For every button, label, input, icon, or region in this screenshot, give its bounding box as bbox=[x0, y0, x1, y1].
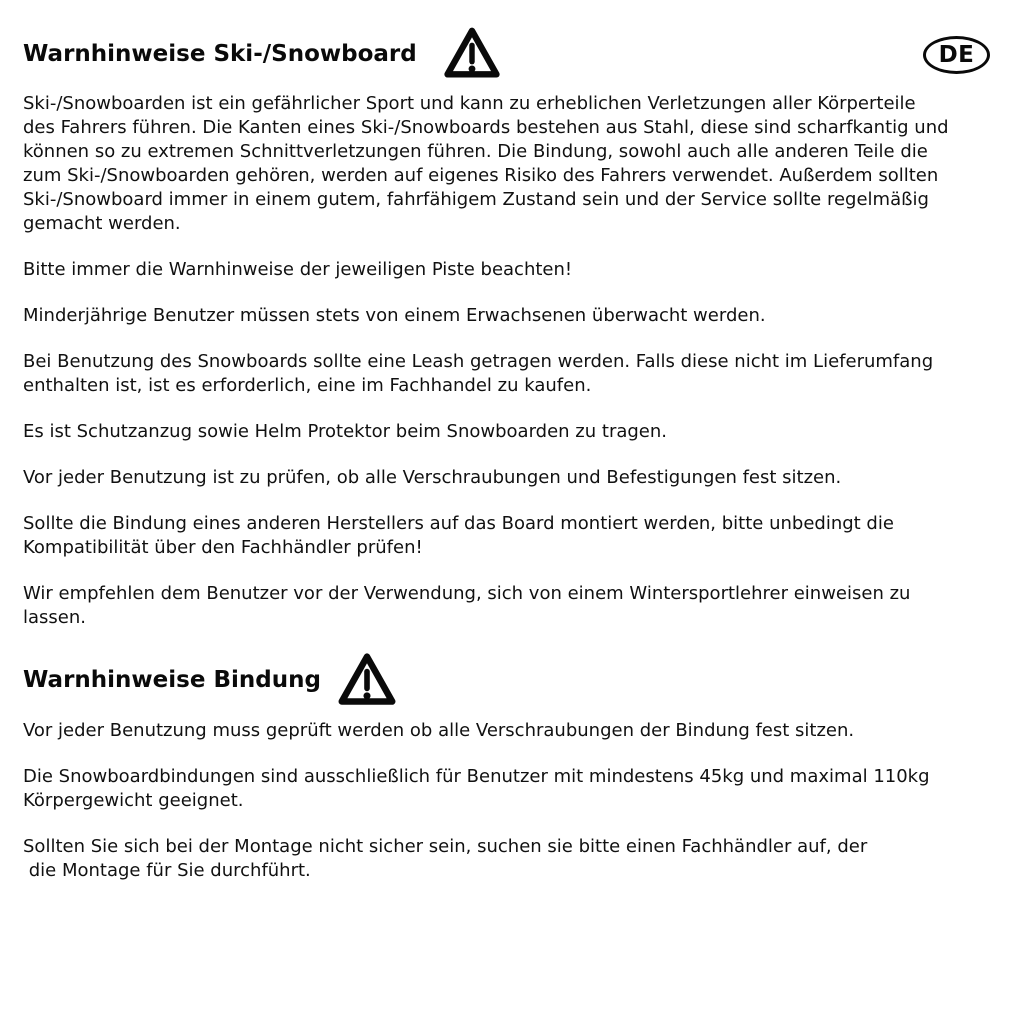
paragraph-line: können so zu extremen Schnittverletzungen führen. Die Bindung, sowohl auch alle anderen Teile die bbox=[23, 141, 928, 162]
paragraph-line: die Montage für Sie durchführt. bbox=[23, 860, 311, 881]
paragraph-line: Wir empfehlen dem Benutzer vor der Verwendung, sich von einem Wintersportlehrer einweisen zu bbox=[23, 583, 911, 604]
paragraph-line: gemacht werden. bbox=[23, 213, 181, 234]
paragraph bbox=[23, 420, 1004, 444]
paragraph-line: Die Snowboardbindungen sind ausschließlich für Benutzer mit mindestens 45kg und maximal 110kg bbox=[23, 766, 930, 787]
paragraph-line: des Fahrers führen. Die Kanten eines Ski-/Snowboards bestehen aus Stahl, diese sind scharfkantig und bbox=[23, 117, 949, 138]
paragraph-line: Es ist Schutzanzug sowie Helm Protektor beim Snowboarden zu tragen. bbox=[23, 421, 668, 442]
paragraph bbox=[23, 835, 1004, 883]
language-badge-label: DE bbox=[938, 42, 975, 68]
paragraph-line: enthalten ist, ist es erforderlich, eine im Fachhandel zu kaufen. bbox=[23, 375, 592, 396]
paragraph bbox=[23, 582, 1004, 630]
paragraph-line: Sollten Sie sich bei der Montage nicht sicher sein, suchen sie bitte einen Fachhändler auf, der bbox=[23, 836, 868, 857]
paragraph bbox=[23, 350, 1004, 398]
paragraph bbox=[23, 92, 1004, 236]
paragraph bbox=[23, 512, 1004, 560]
paragraph-line: Vor jeder Benutzung muss geprüft werden ob alle Verschraubungen der Bindung fest sitzen. bbox=[23, 720, 855, 741]
paragraph-line: Kompatibilität über den Fachhändler prüfen! bbox=[23, 537, 423, 558]
warning-triangle-icon bbox=[443, 26, 501, 81]
paragraph-line: Bitte immer die Warnhinweise der jeweiligen Piste beachten! bbox=[23, 259, 573, 280]
section-heading: Warnhinweise Bindung bbox=[23, 666, 321, 693]
paragraph-line: Körpergewicht geeignet. bbox=[23, 790, 244, 811]
paragraph-line: Bei Benutzung des Snowboards sollte eine Leash getragen werden. Falls diese nicht im Lieferumfang bbox=[23, 351, 934, 372]
warning-triangle-icon bbox=[337, 652, 397, 708]
language-badge bbox=[923, 36, 990, 74]
paragraph bbox=[23, 719, 1004, 743]
section-warnings-binding bbox=[23, 652, 1004, 883]
section-warnings-ski-snowboard bbox=[23, 26, 1004, 630]
paragraph-line: Ski-/Snowboard immer in einem gutem, fahrfähigem Zustand sein und der Service sollte regelmäßig bbox=[23, 189, 929, 210]
paragraph bbox=[23, 258, 1004, 282]
paragraph bbox=[23, 765, 1004, 813]
paragraph-line: zum Ski-/Snowboarden gehören, werden auf eigenes Risiko des Fahrers verwendet. Außerdem sollten bbox=[23, 165, 939, 186]
section-heading-row bbox=[23, 652, 1004, 707]
paragraph-line: Vor jeder Benutzung ist zu prüfen, ob alle Verschraubungen und Befestigungen fest sitzen. bbox=[23, 467, 842, 488]
paragraph-line: Minderjährige Benutzer müssen stets von einem Erwachsenen überwacht werden. bbox=[23, 305, 766, 326]
paragraph-line: Ski-/Snowboarden ist ein gefährlicher Sport und kann zu erheblichen Verletzungen aller Körperteile bbox=[23, 93, 916, 114]
paragraph bbox=[23, 304, 1004, 328]
section-heading: Warnhinweise Ski-/Snowboard bbox=[23, 40, 417, 67]
paragraph bbox=[23, 466, 1004, 490]
paragraph-line: Sollte die Bindung eines anderen Herstellers auf das Board montiert werden, bitte unbedingt die bbox=[23, 513, 894, 534]
section-heading-row bbox=[23, 26, 1004, 81]
paragraph-line: lassen. bbox=[23, 607, 86, 628]
section-body bbox=[23, 719, 1004, 883]
section-body bbox=[23, 92, 1004, 630]
